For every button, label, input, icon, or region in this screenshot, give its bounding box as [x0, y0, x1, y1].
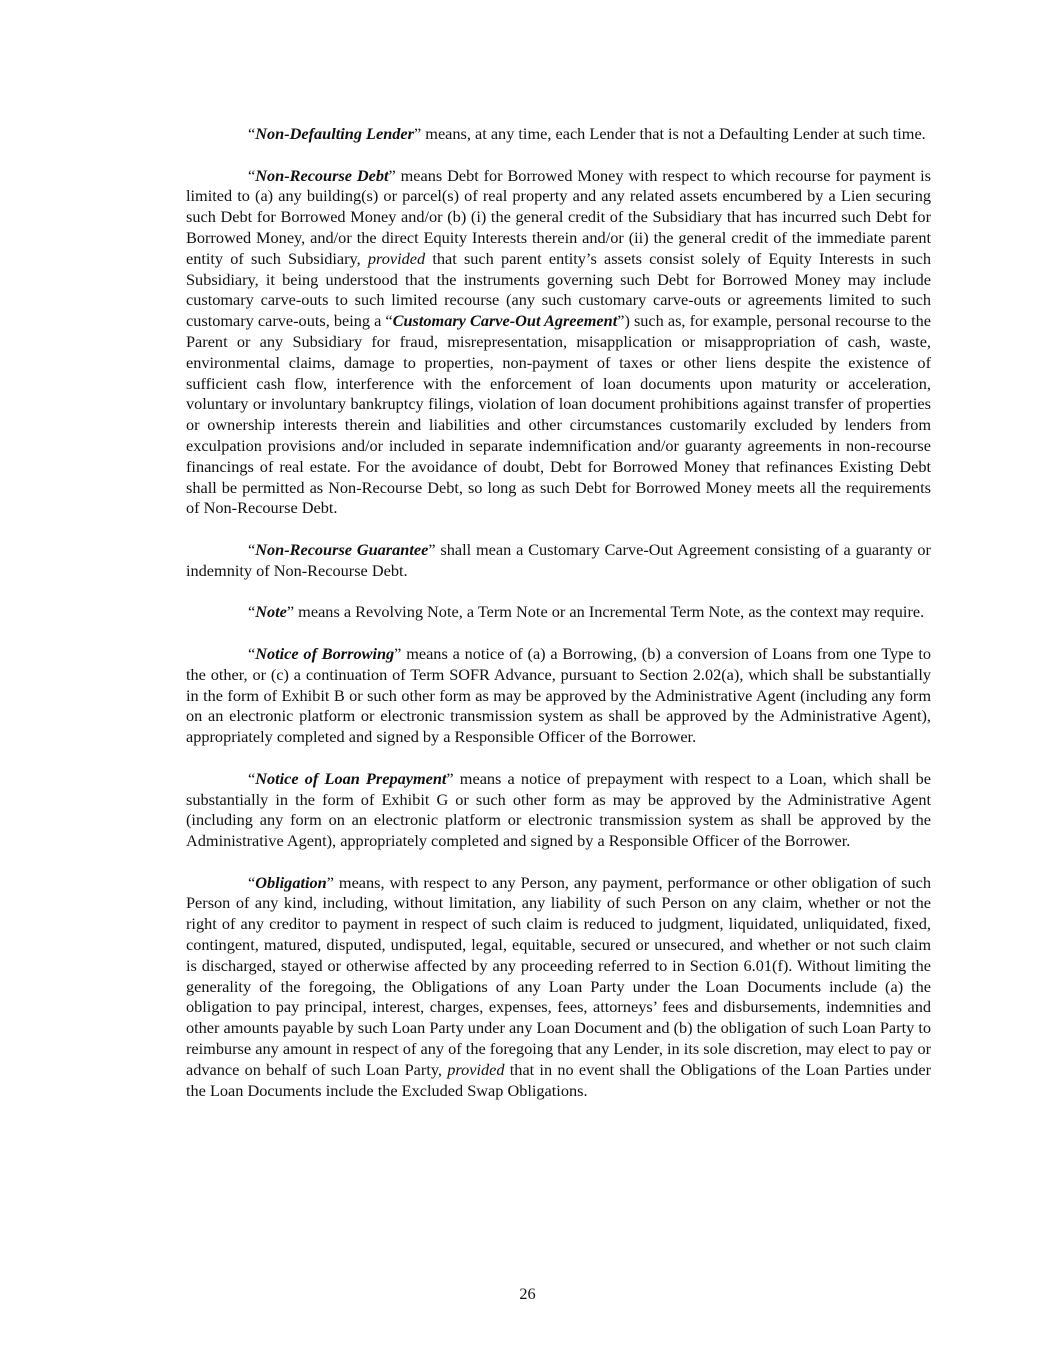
- defined-term: Non-Recourse Guarantee: [255, 539, 429, 559]
- defined-term: Notice of Loan Prepayment: [255, 768, 447, 788]
- definition-paragraph: [186, 873, 931, 1102]
- definition-text: ” means a notice of prepayment with respect to a Loan, which shall be substantially in the form of Exhibit G or such other form as may be approved by the Administrative Agent (including any form on an electronic platform or electronic transmission system as shall be approved by the Administrative Agent), appropriately completed and signed by a Responsible Officer of the Borrower.: [186, 768, 931, 851]
- definition-text: that in no event shall the Obligations of the Loan Parties under the Loan Documents include the Excluded Swap Obligations.: [186, 1059, 931, 1100]
- emphasis-text: provided: [367, 248, 426, 268]
- defined-term: Note: [255, 602, 287, 622]
- definition-text: ” means, at any time, each Lender that is not a Defaulting Lender at such time.: [413, 124, 926, 143]
- page-number: 26: [519, 1284, 536, 1303]
- defined-term: Non-Recourse Debt: [255, 165, 389, 185]
- definition-text: “: [248, 643, 256, 663]
- definition-paragraph: [186, 602, 931, 623]
- defined-term: Non-Defaulting Lender: [255, 124, 414, 143]
- definition-text: ” means a notice of (a) a Borrowing, (b) a conversion of Loans from one Type to the other, or (c) a continuation of Term SOFR Advance, pursuant to Section 2.02(a), which shall be substantially in the form of Exhibit B or such other form as may be approved by the Administrative Agent (including any form on an electronic platform or electronic transmission system as shall be approved by the Administrative Agent), appropriately completed and signed by a Responsible Officer of the Borrower.: [186, 643, 931, 747]
- definition-paragraph: [186, 540, 931, 582]
- definition-text: “: [248, 124, 256, 143]
- document-body: [186, 124, 931, 1122]
- definition-text: ” means Debt for Borrowed Money with respect to which recourse for payment is limited to (a) any building(s) or parcel(s) of real property and any related assets encumbered by a Lien securing such Debt for Borrowed Money and/or (b) (i) the general credit of the Subsidiary that has incurred such Debt for Borrowed Money, and/or the direct Equity Interests therein and/or (ii) the general credit of the immediate parent entity of such Subsidiary,: [186, 165, 931, 268]
- definition-text: “: [248, 602, 256, 622]
- definition-text: ”) such as, for example, personal recourse to the Parent or any Subsidiary for fraud, misrepresentation, misapplication or misappropriation of cash, waste, environmental claims, damage to properties, non-payment of taxes or other liens despite the existence of sufficient cash flow, interference with the enforcement of loan documents upon maturity or acceleration, voluntary or involuntary bankruptcy filings, violation of loan document prohibitions against transfer of properties or ownership interests therein and liabilities and other circumstances customarily excluded by lenders from exculpation provisions and/or included in separate indemnification and/or guaranty agreements in non-recourse financings of real estate. For the avoidance of doubt, Debt for Borrowed Money that refinances Existing Debt shall be permitted as Non-Recourse Debt, so long as such Debt for Borrowed Money meets all the requirements of Non-Recourse Debt.: [186, 311, 931, 518]
- definition-text: “: [248, 872, 256, 892]
- definition-text: “: [248, 539, 256, 559]
- definition-text: “: [248, 165, 256, 185]
- definition-paragraph: [186, 166, 931, 520]
- definition-text: ” shall mean a Customary Carve-Out Agreement consisting of a guaranty or indemnity of Non-Recourse Debt.: [186, 539, 931, 580]
- definition-text: that such parent entity’s assets consist solely of Equity Interests in such Subsidiary, it being understood that the instruments governing such Debt for Borrowed Money may include customary carve-outs to such limited recourse (any such customary carve-outs or agreements limited to such customary carve-outs, being a “: [186, 248, 931, 331]
- definition-text: ” means a Revolving Note, a Term Note or an Incremental Term Note, as the context may require.: [286, 602, 925, 622]
- definition-paragraph: [186, 124, 931, 145]
- definition-text: “: [248, 768, 256, 788]
- emphasis-text: provided: [447, 1059, 505, 1079]
- defined-term: Notice of Borrowing: [255, 643, 395, 663]
- defined-term: Obligation: [255, 872, 327, 892]
- definition-text: ” means, with respect to any Person, any payment, performance or other obligation of such Person of any kind, including, without limitation, any liability of such Person on any claim, whether or not the right of any creditor to payment in respect of such claim is reduced to judgment, liquidated, unliquidated, fixed, contingent, matured, disputed, undisputed, legal, equitable, secured or unsecured, and whether or not such claim is discharged, stayed or otherwise affected by any proceeding referred to in Section 6.01(f). Without limiting the generality of the foregoing, the Obligations of any Loan Party under the Loan Documents include (a) the obligation to pay principal, interest, charges, expenses, fees, attorneys’ fees and disbursements, indemnities and other amounts payable by such Loan Party under any Loan Document and (b) the obligation of such Loan Party to reimburse any amount in respect of any of the foregoing that any Lender, in its sole discretion, may elect to pay or advance on behalf of such Loan Party,: [186, 872, 931, 1079]
- definition-paragraph: [186, 644, 931, 748]
- defined-term: Customary Carve-Out Agreement: [392, 311, 618, 331]
- definition-paragraph: [186, 769, 931, 852]
